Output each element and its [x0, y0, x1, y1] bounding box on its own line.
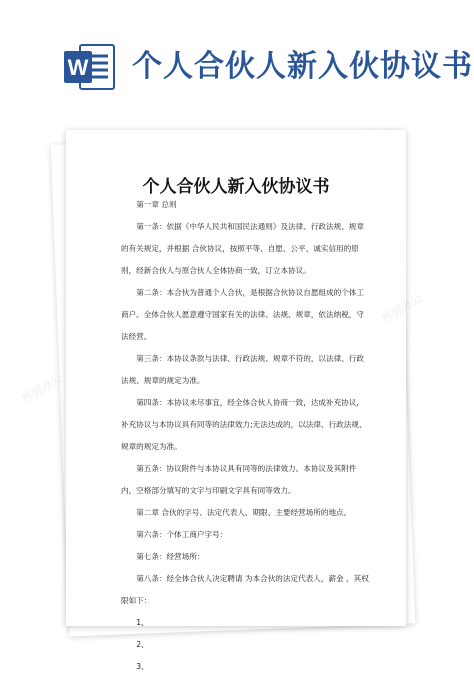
document-title: 个人合伙人新入伙协议书: [142, 177, 330, 197]
list-item-2: 2、: [136, 640, 149, 649]
word-icon: [62, 42, 116, 92]
list-item-3: 3、: [136, 662, 149, 671]
header-banner: [0, 0, 474, 110]
banner-title: 个人合伙人新入伙协议书: [132, 49, 473, 84]
article-4: 第四条：本协议未尽事宜，经全体合伙人协商一致，达成补充协议，补充协议与本协议具有同等的法律效力;无法达成的，以法律、行政法规、规章的规定为准。: [121, 398, 367, 451]
watermark: 熊猫办公: [19, 371, 65, 406]
svg-text:W: W: [67, 55, 89, 80]
article-8: 第八条：经全体合伙人决定聘请 为本合伙的法定代表人，薪金 ，其权限如下：: [121, 574, 369, 605]
chapter-1-heading: 第一章 总则: [136, 200, 177, 209]
article-2: 第二条：本合伙为普通个人合伙，是根据合伙协议自愿组成的个体工商户。全体合伙人愿意遵守国家有关的法律、法规、规章，依法纳税，守法经营。: [121, 288, 364, 341]
article-3: 第三条：本协议条款与法律、行政法规、规章不符的，以法律、行政法规、规章的规定为准。: [121, 354, 364, 385]
document-page: [66, 130, 406, 671]
article-6: 第六条：个体工商户字号：: [136, 530, 228, 539]
chapter-2-heading: 第二章 合伙的字号、法定代表人、期限、主要经营场所的地点。: [136, 508, 352, 517]
list-item-1: 1、: [136, 618, 149, 627]
article-1: 第一条：依据《中华人民共和国民法通则》及法律、行政法规、规章的有关规定，并根据 合伙协议，按照平等、自愿、公平、诚实信用的原则，经新合伙人与原合伙人全体协商一致，订立本协议。: [121, 222, 364, 275]
article-5: 第五条：协议附件与本协议具有同等的法律效力。本协议及其附件内，空格部分填写的文字与印刷文字具有同等效力。: [121, 464, 357, 495]
article-7: 第七条：经营场所：: [136, 552, 205, 561]
document-body: [121, 194, 371, 678]
